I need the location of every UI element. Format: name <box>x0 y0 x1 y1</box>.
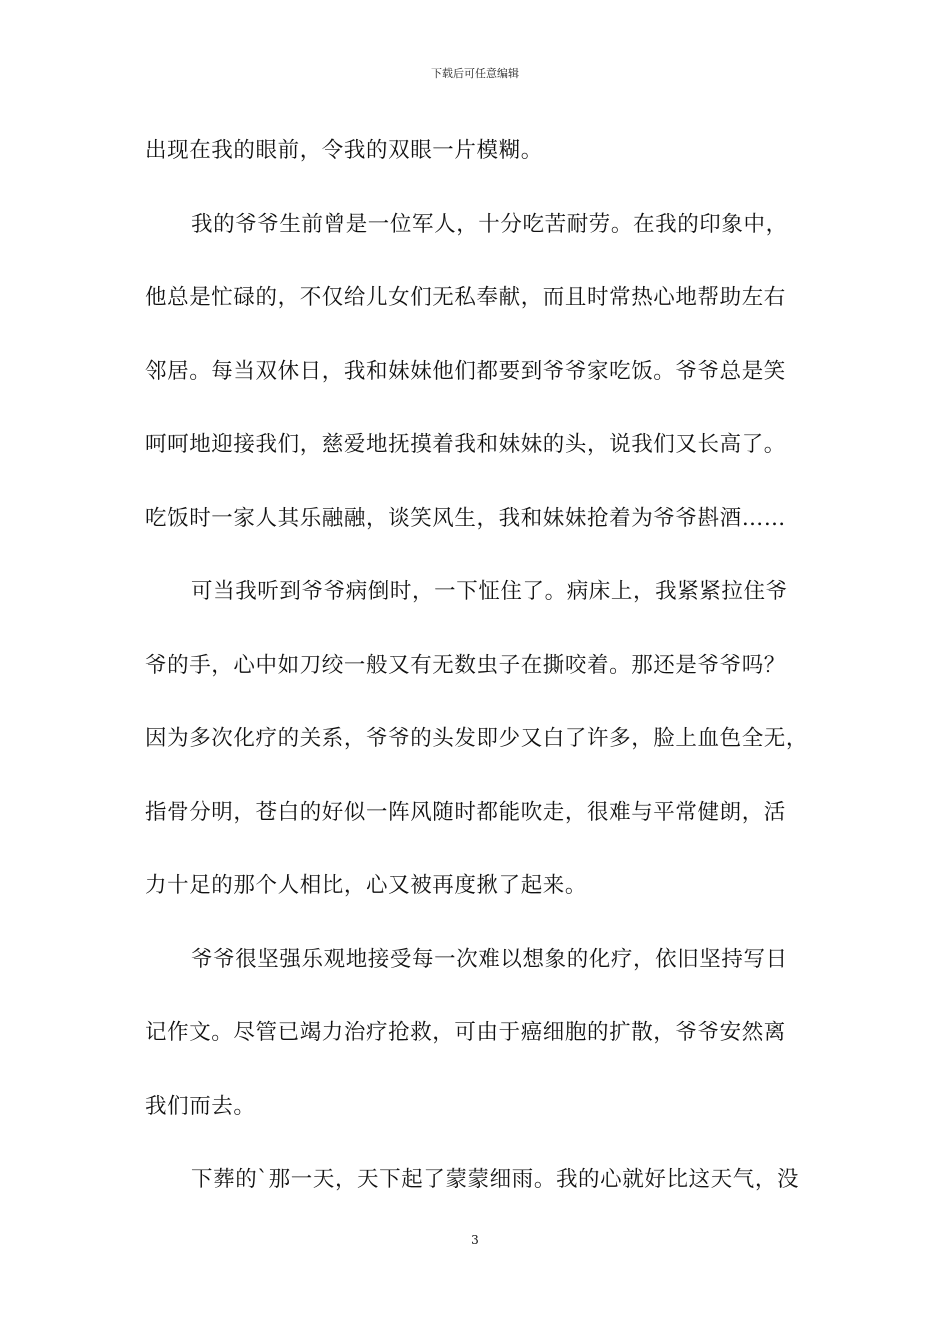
text-line: 因为多次化疗的关系，爷爷的头发即少又白了许多，脸上血色全无， <box>145 726 809 751</box>
text-line: 吃饭时一家人其乐融融，谈笑风生，我和妹妹抢着为爷爷斟酒…… <box>145 505 786 531</box>
text-line: 力十足的那个人相比，心又被再度揪了起来。 <box>145 873 588 898</box>
text-line: 他总是忙碌的，不仅给儿女们无私奉献，而且时常热心地帮助左右 <box>145 285 786 310</box>
text-line: 我们而去。 <box>145 1093 256 1119</box>
text-line: 呵呵地迎接我们，慈爱地抚摸着我和妹妹的头，说我们又长高了。 <box>145 432 786 457</box>
body-text <box>145 133 809 1236</box>
paragraph-start-line: 可当我听到爷爷病倒时，一下怔住了。病床上，我紧紧拉住爷 <box>191 579 788 604</box>
text-line: 指骨分明，苍白的好似一阵风随时都能吹走，很难与平常健朗，活 <box>145 799 786 825</box>
text-line: 记作文。尽管已竭力治疗抢救，可由于癌细胞的扩散，爷爷安然离 <box>145 1020 786 1045</box>
paragraph-start-line: 下葬的`那一天，天下起了蒙蒙细雨。我的心就好比这天气，没 <box>191 1167 800 1192</box>
paragraph-start-line: 我的爷爷生前曾是一位军人，十分吃苦耐劳。在我的印象中， <box>191 211 788 237</box>
page-number: 3 <box>471 1233 479 1247</box>
paragraph-start-line: 爷爷很坚强乐观地接受每一次难以想象的化疗，依旧坚持写日 <box>191 946 788 972</box>
text-line: 爷的手，心中如刀绞一般又有无数虫子在撕咬着。那还是爷爷吗？ <box>145 652 786 678</box>
text-line: 出现在我的眼前，令我的双眼一片模糊。 <box>145 138 543 163</box>
page-header: 下载后可任意编辑 <box>431 67 519 80</box>
text-line: 邻居。每当双休日，我和妹妹他们都要到爷爷家吃饭。爷爷总是笑 <box>145 358 786 384</box>
